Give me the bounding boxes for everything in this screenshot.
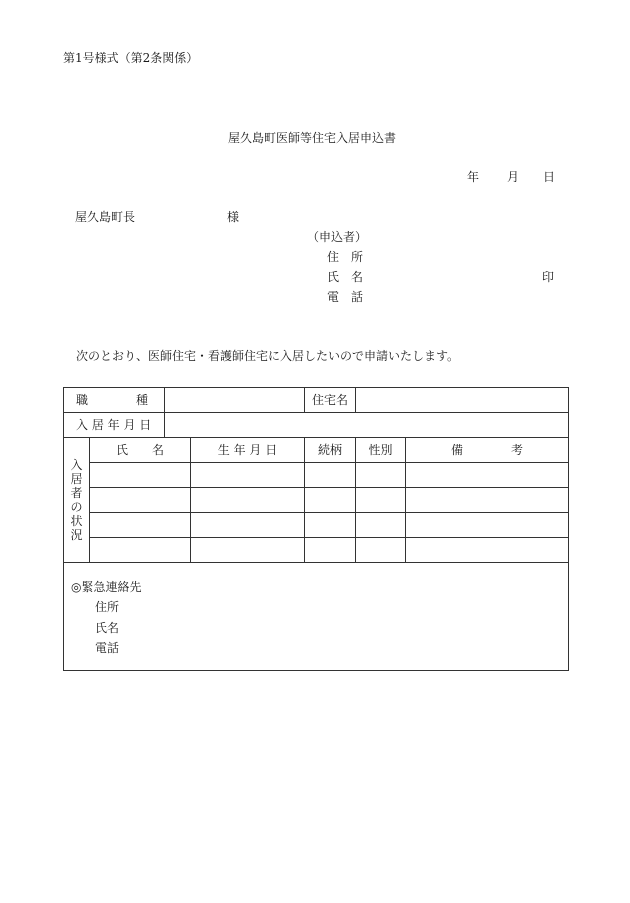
resident-name-field[interactable] <box>90 513 191 538</box>
resident-birth-date-field[interactable] <box>191 488 305 513</box>
residents-label-char: 況 <box>70 528 83 542</box>
emergency-contact-title: ◎緊急連絡先 <box>71 580 142 594</box>
resident-remarks-field[interactable] <box>406 513 569 538</box>
resident-relationship-field[interactable] <box>305 463 356 488</box>
form-number: 第1号様式（第2条関係） <box>63 51 199 65</box>
resident-relationship-field[interactable] <box>305 488 356 513</box>
resident-relationship-field[interactable] <box>305 513 356 538</box>
column-header-remarks: 備 考 <box>406 438 569 463</box>
application-form-table <box>63 387 569 671</box>
emergency-name-label: 氏名 <box>95 621 120 635</box>
date-month-label: 月 <box>507 170 520 184</box>
applicant-phone-label: 電 話 <box>327 290 364 304</box>
resident-remarks-field[interactable] <box>406 463 569 488</box>
housing-name-field[interactable] <box>356 388 569 413</box>
resident-row <box>64 488 569 513</box>
column-header-name: 氏 名 <box>90 438 191 463</box>
seal-mark: 印 <box>542 270 555 284</box>
resident-name-field[interactable] <box>90 488 191 513</box>
application-statement: 次のとおり、医師住宅・看護師住宅に入居したいので申請いたします。 <box>76 349 460 363</box>
addressee-name: 屋久島町長 <box>75 210 136 224</box>
date-year-label: 年 <box>467 170 480 184</box>
resident-relationship-field[interactable] <box>305 538 356 563</box>
emergency-address-label: 住所 <box>95 600 120 614</box>
document-title: 屋久島町医師等住宅入居申込書 <box>228 131 397 145</box>
resident-gender-field[interactable] <box>356 488 406 513</box>
emergency-phone-label: 電話 <box>95 641 120 655</box>
residents-status-label <box>64 438 90 563</box>
move-in-date-label: 入 居 年 月 日 <box>64 413 165 438</box>
resident-remarks-field[interactable] <box>406 538 569 563</box>
resident-row <box>64 463 569 488</box>
residents-label-char: 居 <box>70 472 83 486</box>
emergency-contact-section <box>64 563 569 671</box>
applicant-address-label: 住 所 <box>327 250 364 264</box>
column-header-gender: 性別 <box>356 438 406 463</box>
occupation-label: 職 種 <box>64 388 165 413</box>
resident-remarks-field[interactable] <box>406 488 569 513</box>
date-day-label: 日 <box>543 170 556 184</box>
residents-label-char: 者 <box>70 486 83 500</box>
column-header-birth-date: 生 年 月 日 <box>191 438 305 463</box>
resident-row <box>64 513 569 538</box>
resident-name-field[interactable] <box>90 538 191 563</box>
residents-label-char: の <box>70 500 83 514</box>
resident-birth-date-field[interactable] <box>191 513 305 538</box>
occupation-field[interactable] <box>165 388 305 413</box>
residents-label-char: 入 <box>70 458 83 472</box>
applicant-name-label: 氏 名 <box>327 270 364 284</box>
resident-gender-field[interactable] <box>356 513 406 538</box>
resident-gender-field[interactable] <box>356 538 406 563</box>
resident-birth-date-field[interactable] <box>191 538 305 563</box>
move-in-date-field[interactable] <box>165 413 569 438</box>
addressee-honorific: 様 <box>227 210 240 224</box>
resident-row <box>64 538 569 563</box>
column-header-relationship: 続柄 <box>305 438 356 463</box>
residents-label-char: 状 <box>70 514 83 528</box>
resident-gender-field[interactable] <box>356 463 406 488</box>
housing-name-label: 住宅名 <box>305 388 356 413</box>
resident-name-field[interactable] <box>90 463 191 488</box>
resident-birth-date-field[interactable] <box>191 463 305 488</box>
applicant-heading: （申込者） <box>307 230 368 244</box>
